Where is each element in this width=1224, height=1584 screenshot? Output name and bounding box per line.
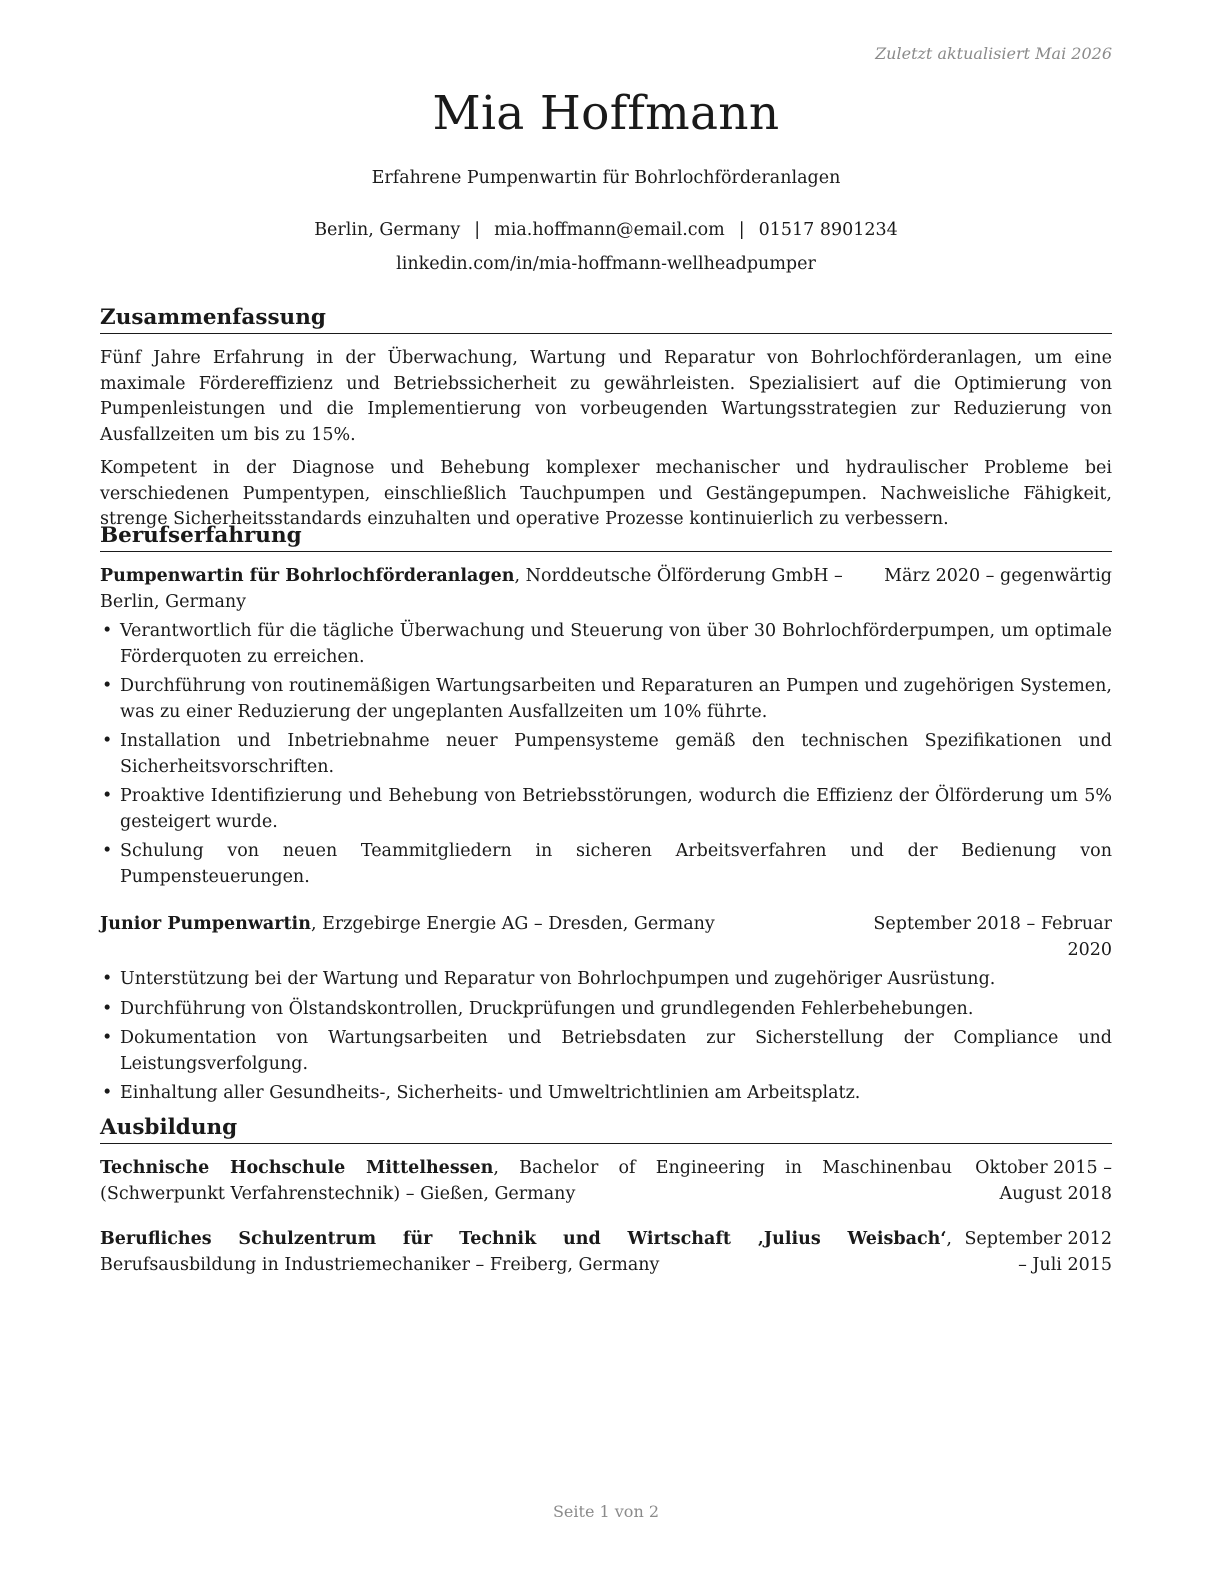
list-item: • Durchführung von routinemäßigen Wartungsarbeiten und Reparaturen an Pumpen und zugehörigen Systemen, was zu einer Reduzierung der ungeplanten Ausfallzeiten um 10% führte. [100,674,1112,725]
education-school: Berufliches Schulzentrum für Technik und Wirtschaft ‚Julius Weisbach‘ [100,1229,947,1249]
education-dates: September 2012 – Juli 2015 [964,1229,1112,1275]
job-dates: September 2018 – Februar 2020 [873,914,1112,960]
last-updated-note: Zuletzt aktualisiert Mai 2026 [875,44,1112,63]
linkedin-link[interactable]: linkedin.com/in/mia-hoffmann-wellheadpumper [396,254,816,274]
section-title-education: Ausbildung [100,1114,1112,1144]
education-section [100,1114,1112,1298]
list-item: • Installation und Inbetriebnahme neuer Pumpensysteme gemäß den technischen Spezifikationen und Sicherheitsvorschriften. [100,729,1112,780]
list-item: • Verantwortlich für die tägliche Überwachung und Steuerung von über 30 Bohrlochförderpumpen, um optimale Förderquoten zu erreichen. [100,619,1112,670]
education-school: Technische Hochschule Mittelhessen [100,1158,494,1178]
phone-number: 01517 8901234 [758,220,898,240]
job-dates: März 2020 – gegenwärtig [884,566,1112,586]
list-item: • Durchführung von Ölstandskontrollen, Druckprüfungen und grundlegenden Fehlerbehebungen. [100,997,1112,1023]
contact-line [100,220,1112,240]
location: Berlin, Germany [314,220,461,240]
education-entry [100,1156,1112,1207]
email-link[interactable]: mia.hoffmann@email.com [494,220,725,240]
summary-paragraph: Fünf Jahre Erfahrung in der Überwachung, Wartung und Reparatur von Bohrlochförderanlagen, um eine maximale Fördereffizienz und Betriebssicherheit zu gewährleisten. Spezialisiert auf die Optimierung von Pumpenleistungen und die Implementierung von vorbeugenden Wartungsstrategien zur Reduzierung von Ausfallzeiten um bis zu 15%. [100,348,1112,445]
job-entry [100,912,1112,1107]
job-bullets [100,967,1112,1107]
job-company: , Norddeutsche Ölförderung GmbH – Berlin, Germany [100,566,843,612]
education-dates: Oktober 2015 – August 2018 [975,1158,1112,1204]
summary-paragraph: Kompetent in der Diagnose und Behebung komplexer mechanischer und hydraulischer Probleme bei verschiedenen Pumpentypen, einschließlich Tauchpumpen und Gestängepumpen. Nachweisliche Fähigkeit, strenge Sicherheitsstandards einzuhalten und operative Prozesse kontinuierlich zu verbessern. [100,458,1112,529]
job-header [100,564,1112,615]
headline: Erfahrene Pumpenwartin für Bohrlochförderanlagen [371,168,841,188]
list-item: • Einhaltung aller Gesundheits-, Sicherheits- und Umweltrichtlinien am Arbeitsplatz. [100,1081,1112,1107]
job-bullets [100,619,1112,890]
list-item: • Dokumentation von Wartungsarbeiten und Betriebsdaten zur Sicherstellung der Compliance und Leistungsverfolgung. [100,1026,1112,1077]
job-entry [100,564,1112,890]
contact-separator: | [738,220,745,240]
list-item: • Proaktive Identifizierung und Behebung von Betriebsstörungen, wodurch die Effizienz der Ölförderung um 5% gesteigert wurde. [100,784,1112,835]
experience-section [100,522,1112,1111]
candidate-name: Mia Hoffmann [432,86,780,141]
section-title-experience: Berufserfahrung [100,522,1112,552]
education-detail: , Bachelor of Engineering in Maschinenbau (Schwerpunkt Verfahrenstechnik) – Gießen, Germany [100,1158,952,1204]
list-item: • Schulung von neuen Teammitgliedern in sicheren Arbeitsverfahren und der Bedienung von Pumpensteuerungen. [100,839,1112,890]
job-company: , Erzgebirge Energie AG – Dresden, Germany [310,914,715,934]
education-detail: , Berufsausbildung in Industriemechaniker – Freiberg, Germany [100,1229,952,1275]
education-entry [100,1227,1112,1278]
job-role: Junior Pumpenwartin [100,914,311,934]
summary-section [100,304,1112,541]
list-item: • Unterstützung bei der Wartung und Reparatur von Bohrlochpumpen und zugehöriger Ausrüstung. [100,967,1112,993]
job-header [100,912,1112,963]
page-number: Seite 1 von 2 [552,1502,660,1521]
section-title-summary: Zusammenfassung [100,304,1112,334]
job-role: Pumpenwartin für Bohrlochförderanlagen [100,566,515,586]
contact-separator: | [474,220,481,240]
